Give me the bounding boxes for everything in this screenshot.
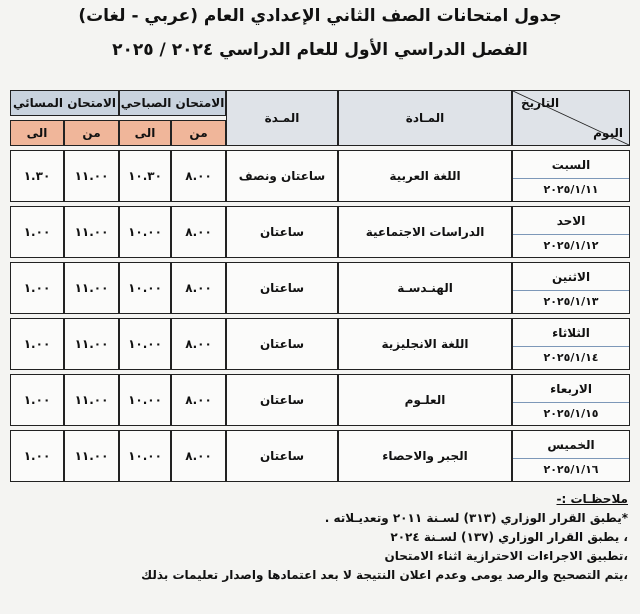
morning-from-cell: ٨.٠٠ <box>171 262 226 314</box>
evening-exam-header: الامتحان المسائي <box>10 90 119 116</box>
duration-cell: ساعتان <box>226 430 338 482</box>
table-row <box>10 262 630 314</box>
subject-cell: الجبر والاحصاء <box>338 430 512 482</box>
exam-date: ٢٠٢٥/١/١٦ <box>513 458 629 479</box>
morning-to-cell: ١٠.٠٠ <box>119 318 171 370</box>
evening-to-cell: ١.٠٠ <box>10 374 64 426</box>
date-cell <box>512 318 630 370</box>
duration-cell: ساعتان <box>226 318 338 370</box>
date-cell <box>512 206 630 258</box>
morning-exam-header: الامتحان الصباحي <box>119 90 226 116</box>
evening-from-cell: ١١.٠٠ <box>64 430 119 482</box>
exam-date: ٢٠٢٥/١/١٢ <box>513 234 629 255</box>
table-row <box>10 430 630 482</box>
duration-header: المـدة <box>226 90 338 146</box>
date-cell <box>512 374 630 426</box>
morning-to-cell: ١٠.٠٠ <box>119 206 171 258</box>
duration-cell: ساعتان <box>226 206 338 258</box>
evening-from-cell: ١١.٠٠ <box>64 374 119 426</box>
evening-to-cell: ١.٠٠ <box>10 262 64 314</box>
evening-from-cell: ١١.٠٠ <box>64 262 119 314</box>
morning-to-cell: ١٠.٠٠ <box>119 262 171 314</box>
morning-from-cell: ٨.٠٠ <box>171 150 226 202</box>
evening-to-cell: ١.٠٠ <box>10 430 64 482</box>
date-day-corner-header <box>512 90 630 146</box>
subject-cell: اللغة الانجليزية <box>338 318 512 370</box>
morning-from-cell: ٨.٠٠ <box>171 430 226 482</box>
note-item: ،تطبيق الاجراءات الاحترازية اثناء الامتحان <box>384 549 628 563</box>
note-item: ، يطبق القرار الوزاري (١٣٧) لسـنة ٢٠٢٤ <box>390 530 628 544</box>
subject-cell: الدراسات الاجتماعية <box>338 206 512 258</box>
date-cell <box>512 262 630 314</box>
evening-to-cell: ١.٠٠ <box>10 206 64 258</box>
table-row <box>10 206 630 258</box>
evening-from-cell: ١١.٠٠ <box>64 206 119 258</box>
duration-cell: ساعتان <box>226 262 338 314</box>
duration-cell: ساعتان ونصف <box>226 150 338 202</box>
morning-from-header: من <box>171 120 226 146</box>
morning-to-cell: ١٠.٠٠ <box>119 430 171 482</box>
morning-to-cell: ١٠.٣٠ <box>119 150 171 202</box>
duration-cell: ساعتان <box>226 374 338 426</box>
day-name: الاحد <box>556 213 586 228</box>
evening-to-header: الى <box>10 120 64 146</box>
morning-from-cell: ٨.٠٠ <box>171 374 226 426</box>
exam-date: ٢٠٢٥/١/١٣ <box>513 290 629 311</box>
exam-date: ٢٠٢٥/١/١٥ <box>513 402 629 423</box>
day-name: الثلاثاء <box>552 325 590 340</box>
notes-section <box>20 490 628 585</box>
morning-to-cell: ١٠.٠٠ <box>119 374 171 426</box>
evening-to-cell: ١.٣٠ <box>10 150 64 202</box>
subject-cell: العلـوم <box>338 374 512 426</box>
note-item: *يطبق القرار الوزاري (٣١٣) لسـنة ٢٠١١ وتعديـلاته . <box>324 511 628 525</box>
morning-from-cell: ٨.٠٠ <box>171 206 226 258</box>
subject-header: المـادة <box>338 90 512 146</box>
exam-schedule-table <box>10 86 630 486</box>
notes-title: ملاحظـات :- <box>556 492 628 506</box>
date-header: التاريخ <box>521 96 560 110</box>
exam-date: ٢٠٢٥/١/١١ <box>513 178 629 199</box>
table-row <box>10 374 630 426</box>
subject-cell: الهنـدسـة <box>338 262 512 314</box>
subject-cell: اللغة العربية <box>338 150 512 202</box>
exam-date: ٢٠٢٥/١/١٤ <box>513 346 629 367</box>
day-name: الخميس <box>547 437 595 452</box>
evening-from-cell: ١١.٠٠ <box>64 318 119 370</box>
evening-from-header: من <box>64 120 119 146</box>
table-row <box>10 150 630 202</box>
day-name: السبت <box>551 157 591 172</box>
schedule-title: جدول امتحانات الصف الثاني الإعدادي العام (عربي - لغات) <box>78 6 562 26</box>
day-name: الاثنين <box>551 269 591 284</box>
day-header: اليوم <box>593 126 624 140</box>
morning-to-header: الى <box>119 120 171 146</box>
day-name: الاربعاء <box>550 381 592 396</box>
date-cell <box>512 430 630 482</box>
morning-from-cell: ٨.٠٠ <box>171 318 226 370</box>
evening-from-cell: ١١.٠٠ <box>64 150 119 202</box>
evening-to-cell: ١.٠٠ <box>10 318 64 370</box>
date-cell <box>512 150 630 202</box>
note-item: ،يتم التصحيح والرصد يومى وعدم اعلان النتيجة لا بعد اعتمادها واصدار تعليمات بذلك <box>141 568 628 582</box>
schedule-subtitle: الفصل الدراسي الأول للعام الدراسي ٢٠٢٤ / ٢٠٢٥ <box>112 40 528 60</box>
table-row <box>10 318 630 370</box>
